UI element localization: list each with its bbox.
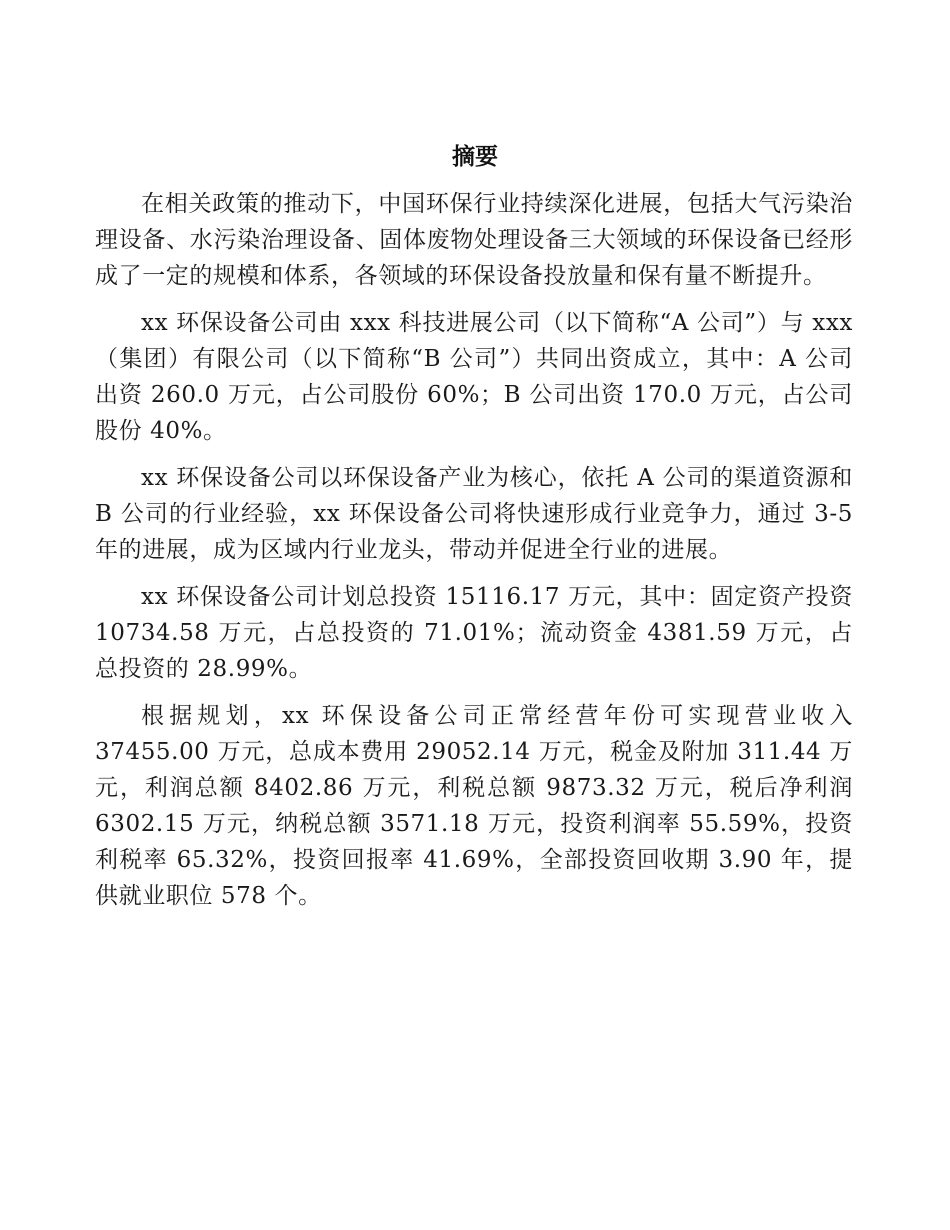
document-body (95, 186, 853, 925)
paragraph-policy-background: 在相关政策的推动下，中国环保行业持续深化进展，包括大气污染治理设备、水污染治理设备、固体废物处理设备三大领域的环保设备已经形成了一定的规模和体系，各领域的环保设备投放量和保有量不断提升。 (95, 191, 853, 289)
page-title: 摘要 (452, 144, 498, 170)
paragraph-company-strategy: xx 环保设备公司以环保设备产业为核心，依托 A 公司的渠道资源和 B 公司的行业经验，xx 环保设备公司将快速形成行业竞争力，通过 3-5 年的进展，成为区域内行业龙头，带动并促进全行业的进展。 (95, 465, 853, 563)
paragraph-company-formation: xx 环保设备公司由 xxx 科技进展公司（以下简称“A 公司”）与 xxx（集团）有限公司（以下简称“B 公司”）共同出资成立，其中：A 公司出资 260.0 万元，占公司股份 60%；B 公司出资 170.0 万元，占公司股份 40%。 (95, 310, 853, 444)
paragraph-investment-plan: xx 环保设备公司计划总投资 15116.17 万元，其中：固定资产投资 10734.58 万元，占总投资的 71.01%；流动资金 4381.59 万元，占总投资的 28.99%。 (95, 584, 853, 682)
paragraph-financial-forecast: 根据规划，xx 环保设备公司正常经营年份可实现营业收入 37455.00 万元，总成本费用 29052.14 万元，税金及附加 311.44 万元，利润总额 8402.86 万元，利税总额 9873.32 万元，税后净利润 6302.15 万元，纳税总额 3571.18 万元，投资利润率 55.59%，投资利税率 65.32%，投资回报率 41.69%，全部投资回收期 3.90 年，提供就业职位 578 个。 (95, 703, 853, 909)
